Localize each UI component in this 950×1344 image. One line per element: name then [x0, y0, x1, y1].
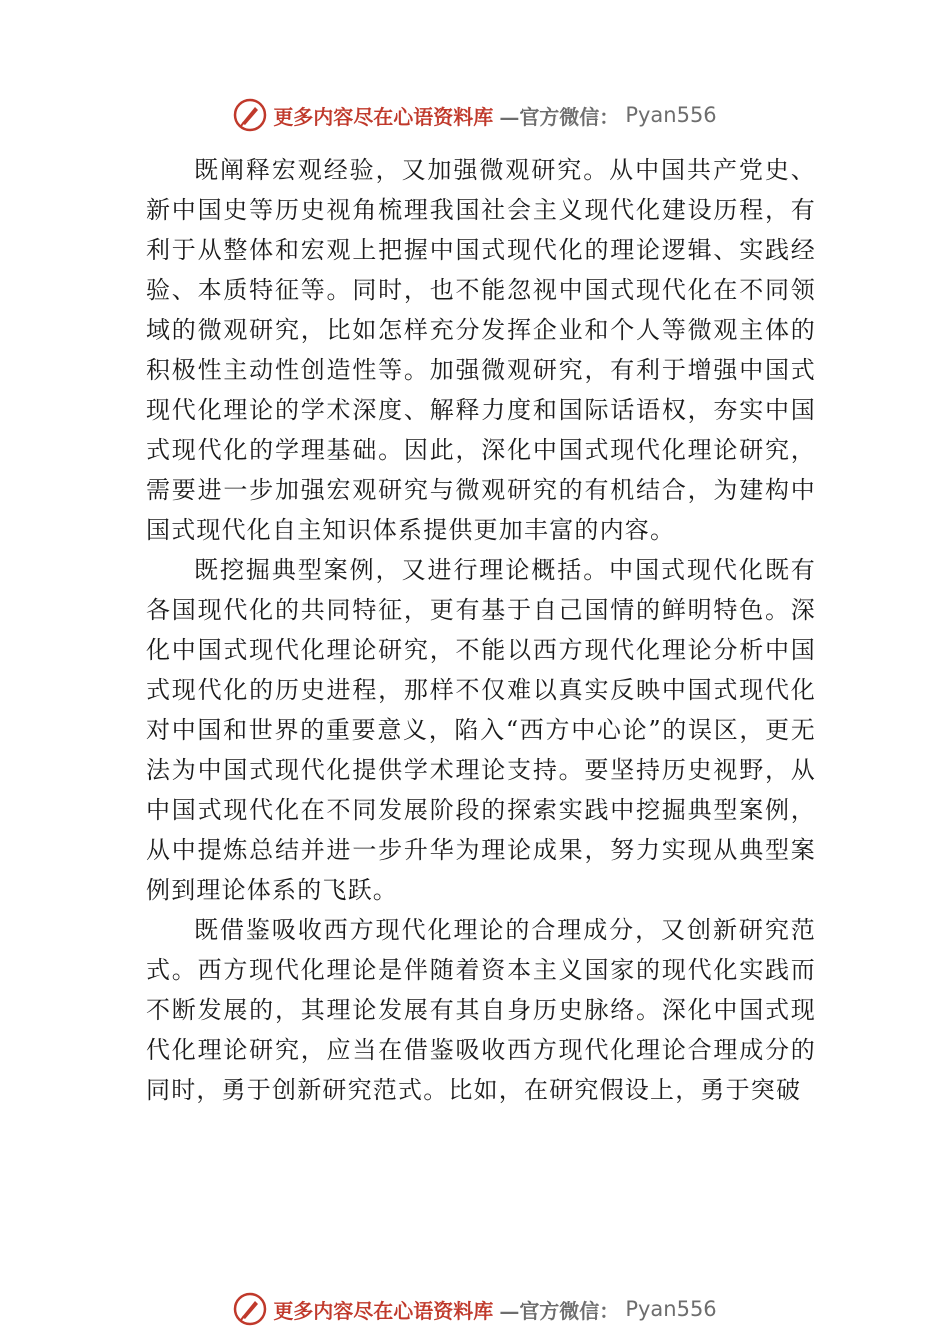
quill-logo-icon [233, 98, 267, 132]
quill-logo-icon [233, 1292, 267, 1326]
paragraph-case-theory: 既挖掘典型案例，又进行理论概括。中国式现代化既有各国现代化的共同特征，更有基于自己国情的鲜明特色。深化中国式现代化理论研究，不能以西方现代化理论分析中国式现代化的历史进程，那样不仅难以真实反映中国式现代化对中国和世界的重要意义，陷入“西方中心论”的误区，更无法为中国式现代化提供学术理论支持。要坚持历史视野，从中国式现代化在不同发展阶段的探索实践中挖掘典型案例，从中提炼总结并进一步升华为理论成果，努力实现从典型案例到理论体系的飞跃。 [146, 556, 816, 904]
watermark-wechat-id: Pyan556 [625, 1297, 717, 1321]
paragraph-western-theory: 既借鉴吸收西方现代化理论的合理成分，又创新研究范式。西方现代化理论是伴随着资本主义国家的现代化实践而不断发展的，其理论发展有其自身历史脉络。深化中国式现代化理论研究，应当在借鉴吸收西方现代化理论合理成分的同时，勇于创新研究范式。比如，在研究假设上，勇于突破 [146, 916, 816, 1104]
watermark-brand-text: 更多内容尽在心语资料库 [273, 104, 494, 129]
document-body [146, 150, 816, 1110]
footer-watermark [0, 1289, 950, 1329]
watermark-wechat-label: —官方微信： [499, 104, 620, 129]
header-watermark [0, 95, 950, 135]
watermark-brand-text: 更多内容尽在心语资料库 [273, 1298, 494, 1323]
watermark-wechat-id: Pyan556 [625, 103, 717, 127]
watermark-wechat-label: —官方微信： [499, 1298, 620, 1323]
paragraph-macro-micro: 既阐释宏观经验，又加强微观研究。从中国共产党史、新中国史等历史视角梳理我国社会主义现代化建设历程，有利于从整体和宏观上把握中国式现代化的理论逻辑、实践经验、本质特征等。同时，也不能忽视中国式现代化在不同领域的微观研究，比如怎样充分发挥企业和个人等微观主体的积极性主动性创造性等。加强微观研究，有利于增强中国式现代化理论的学术深度、解释力度和国际话语权，夯实中国式现代化的学理基础。因此，深化中国式现代化理论研究，需要进一步加强宏观研究与微观研究的有机结合，为建构中国式现代化自主知识体系提供更加丰富的内容。 [146, 156, 816, 544]
